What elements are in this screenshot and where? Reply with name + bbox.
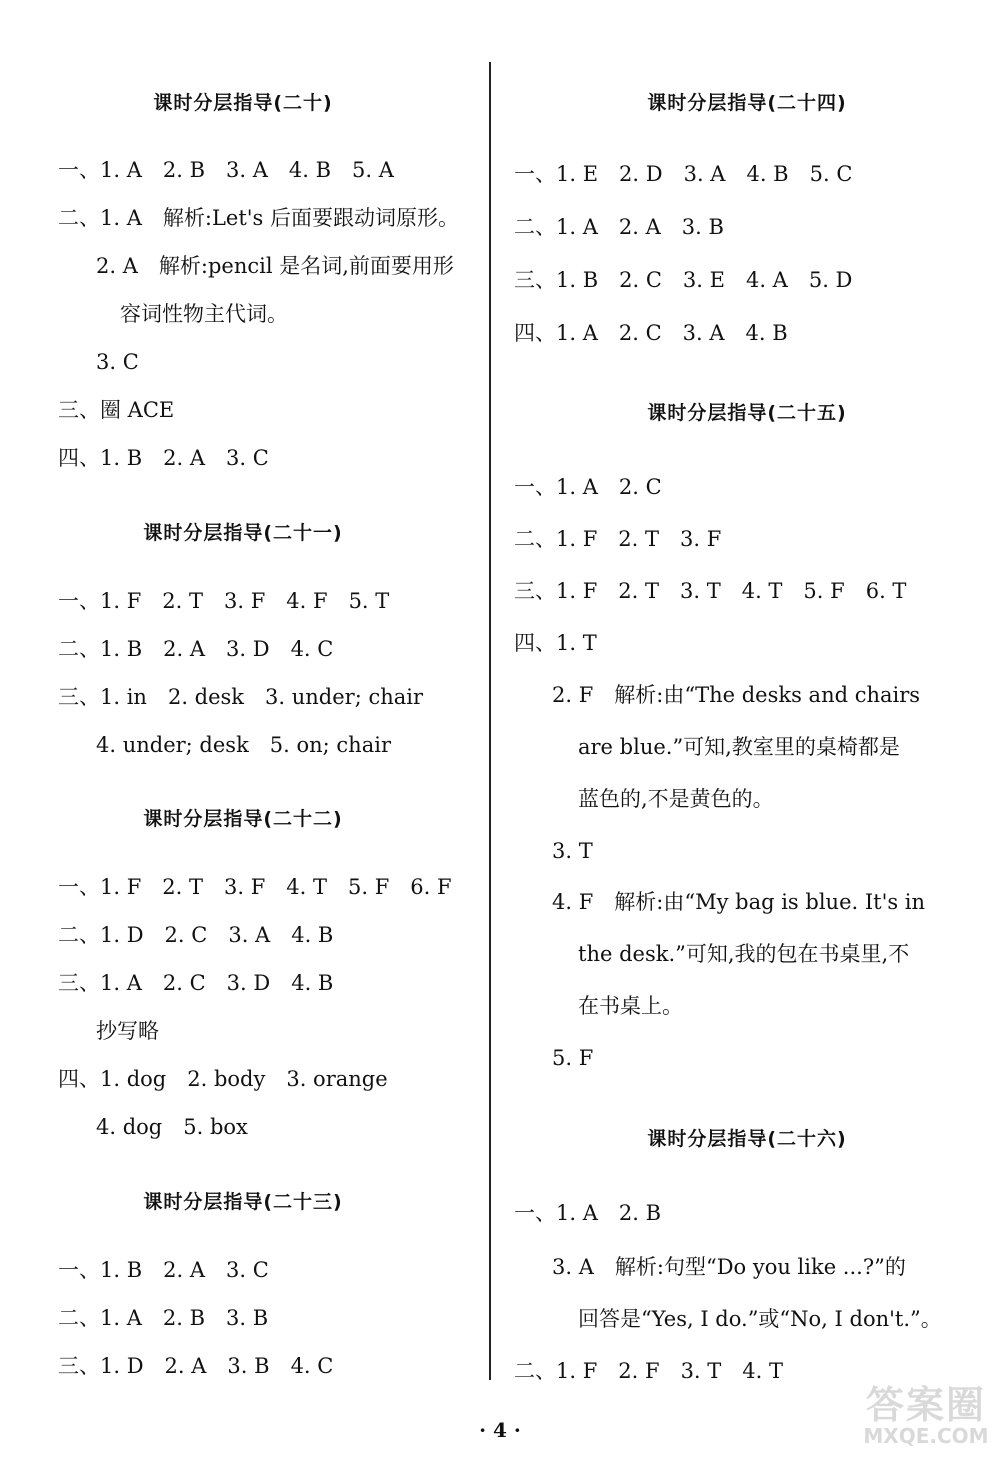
answer-line: the desk.”可知,我的包在书桌里,不 [578, 942, 910, 966]
answer-line: 四、1. A 2. C 3. A 4. B [514, 321, 788, 345]
section-heading: 课时分层指导(二十二) [143, 808, 343, 830]
page-number: · 4 · [479, 1418, 521, 1442]
section-heading: 课时分层指导(二十四) [647, 92, 847, 114]
section-heading: 课时分层指导(二十一) [143, 522, 343, 544]
answer-line: 二、1. B 2. A 3. D 4. C [58, 637, 334, 661]
answer-line: 二、1. F 2. F 3. T 4. T [514, 1359, 784, 1383]
answer-line: 三、1. F 2. T 3. T 4. T 5. F 6. T [514, 579, 907, 603]
answer-line: 二、1. A 2. A 3. B [514, 215, 724, 239]
answer-line: 三、1. B 2. C 3. E 4. A 5. D [514, 268, 853, 292]
answer-line: 三、1. A 2. C 3. D 4. B [58, 971, 334, 995]
section-heading: 课时分层指导(二十) [153, 92, 333, 114]
answer-line: 四、1. B 2. A 3. C [58, 446, 269, 470]
answer-line: 4. under; desk 5. on; chair [96, 733, 391, 757]
section-heading: 课时分层指导(二十三) [143, 1191, 343, 1213]
answer-line: 一、1. A 2. C [514, 475, 662, 499]
answer-line: 在书桌上。 [578, 994, 683, 1018]
answer-line: 回答是“Yes, I do.”或“No, I don't.”。 [578, 1307, 942, 1331]
answer-line: 四、1. dog 2. body 3. orange [58, 1067, 388, 1091]
watermark [862, 1385, 990, 1449]
answer-line: 3. C [96, 350, 139, 374]
answer-line: 二、1. F 2. T 3. F [514, 527, 722, 551]
answer-line: 四、1. T [514, 631, 597, 655]
answer-line: 二、1. A 解析:Let's 后面要跟动词原形。 [58, 206, 459, 230]
answer-line: 三、1. D 2. A 3. B 4. C [58, 1354, 334, 1378]
answer-line: 3. T [552, 839, 593, 863]
answer-line: 一、1. A 2. B [514, 1201, 662, 1225]
answer-line: 三、1. in 2. desk 3. under; chair [58, 685, 424, 709]
column-divider [489, 62, 491, 1380]
answer-line: 4. F 解析:由“My bag is blue. It's in [552, 890, 926, 914]
watermark-domain: MXQE.COM [863, 1424, 989, 1448]
answer-line: 蓝色的,不是黄色的。 [578, 787, 774, 811]
answer-line: 一、1. F 2. T 3. F 4. T 5. F 6. F [58, 875, 452, 899]
answer-line: 一、1. F 2. T 3. F 4. F 5. T [58, 589, 390, 613]
answer-line: 抄写略 [96, 1019, 159, 1043]
answer-line: 一、1. B 2. A 3. C [58, 1258, 269, 1282]
answer-line: 二、1. D 2. C 3. A 4. B [58, 923, 334, 947]
section-heading: 课时分层指导(二十六) [647, 1128, 847, 1150]
answer-line: 一、1. E 2. D 3. A 4. B 5. C [514, 162, 853, 186]
answer-line: 容词性物主代词。 [120, 302, 288, 326]
answer-line: 5. F [552, 1046, 594, 1070]
answer-line: 二、1. A 2. B 3. B [58, 1306, 269, 1330]
answer-line: 2. A 解析:pencil 是名词,前面要用形 [96, 254, 454, 278]
answer-line: 3. A 解析:句型“Do you like ...?”的 [552, 1255, 906, 1279]
answer-line: 4. dog 5. box [96, 1115, 248, 1139]
answer-line: 2. F 解析:由“The desks and chairs [552, 683, 921, 707]
answer-line: are blue.”可知,教室里的桌椅都是 [578, 735, 900, 759]
answer-line: 一、1. A 2. B 3. A 4. B 5. A [58, 158, 394, 182]
answer-line: 三、圈 ACE [58, 398, 175, 422]
section-heading: 课时分层指导(二十五) [647, 402, 847, 424]
watermark-mark: 答案圈 [865, 1383, 986, 1427]
